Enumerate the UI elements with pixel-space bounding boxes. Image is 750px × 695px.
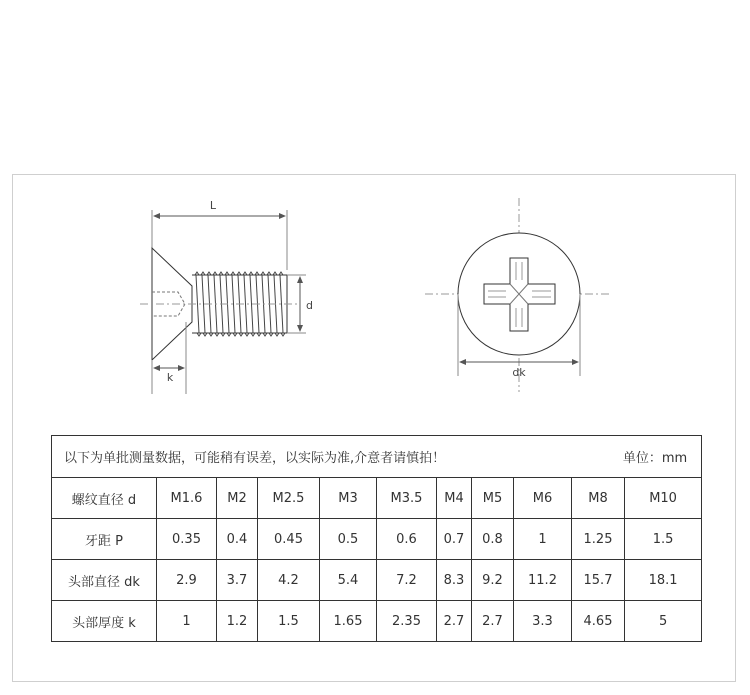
head-diameter-label: dk [512, 366, 526, 379]
table-cell: 7.2 [377, 560, 437, 601]
table-cell: 1.65 [320, 601, 377, 642]
table-cell: M1.6 [157, 478, 217, 519]
table-cell: 1.25 [572, 519, 625, 560]
table-cell: 4.65 [572, 601, 625, 642]
head-height-label: k [166, 371, 174, 384]
length-label: L [209, 199, 217, 212]
table-cell: 0.35 [157, 519, 217, 560]
table-cell: 0.4 [217, 519, 258, 560]
table-cell: 0.7 [437, 519, 472, 560]
table-cell: M10 [625, 478, 702, 519]
table-row [52, 560, 702, 601]
table-cell: M3 [320, 478, 377, 519]
table-cell: 1 [157, 601, 217, 642]
table-cell: 18.1 [625, 560, 702, 601]
table-cell: 11.2 [514, 560, 572, 601]
diameter-label: d [306, 299, 313, 312]
table-cell: 5 [625, 601, 702, 642]
table-cell: 1 [514, 519, 572, 560]
table-cell: M8 [572, 478, 625, 519]
table-cell: 0.6 [377, 519, 437, 560]
table-cell: 1.5 [258, 601, 320, 642]
table-cell: 1.2 [217, 601, 258, 642]
row-label: 牙距 P [52, 519, 157, 560]
row-label: 头部厚度 k [52, 601, 157, 642]
table-cell: 0.8 [472, 519, 514, 560]
table-cell: 2.9 [157, 560, 217, 601]
unit-label: 单位：mm [622, 451, 688, 466]
spec-table-body [52, 478, 702, 642]
table-cell: M2.5 [258, 478, 320, 519]
table-row [52, 601, 702, 642]
spec-table [51, 435, 702, 642]
table-cell: M3.5 [377, 478, 437, 519]
table-cell: M5 [472, 478, 514, 519]
table-cell: M2 [217, 478, 258, 519]
table-row [52, 519, 702, 560]
top-view [425, 198, 612, 392]
table-cell: 2.35 [377, 601, 437, 642]
measurement-note: 以下为单批测量数据，可能稍有误差，以实际为准,介意者请慎拍！ [64, 451, 446, 466]
side-view [140, 210, 306, 394]
table-cell: 0.5 [320, 519, 377, 560]
table-cell: 0.45 [258, 519, 320, 560]
row-label: 螺纹直径 d [52, 478, 157, 519]
table-cell: 1.5 [625, 519, 702, 560]
table-note-cell [52, 436, 702, 478]
table-cell: 5.4 [320, 560, 377, 601]
table-cell: 3.3 [514, 601, 572, 642]
table-cell: 3.7 [217, 560, 258, 601]
table-row [52, 478, 702, 519]
table-cell: 2.7 [472, 601, 514, 642]
table-cell: 8.3 [437, 560, 472, 601]
table-cell: 9.2 [472, 560, 514, 601]
table-note-row [52, 436, 702, 478]
table-cell: M4 [437, 478, 472, 519]
table-cell: M6 [514, 478, 572, 519]
table-cell: 2.7 [437, 601, 472, 642]
table-cell: 4.2 [258, 560, 320, 601]
table-cell: 15.7 [572, 560, 625, 601]
row-label: 头部直径 dk [52, 560, 157, 601]
